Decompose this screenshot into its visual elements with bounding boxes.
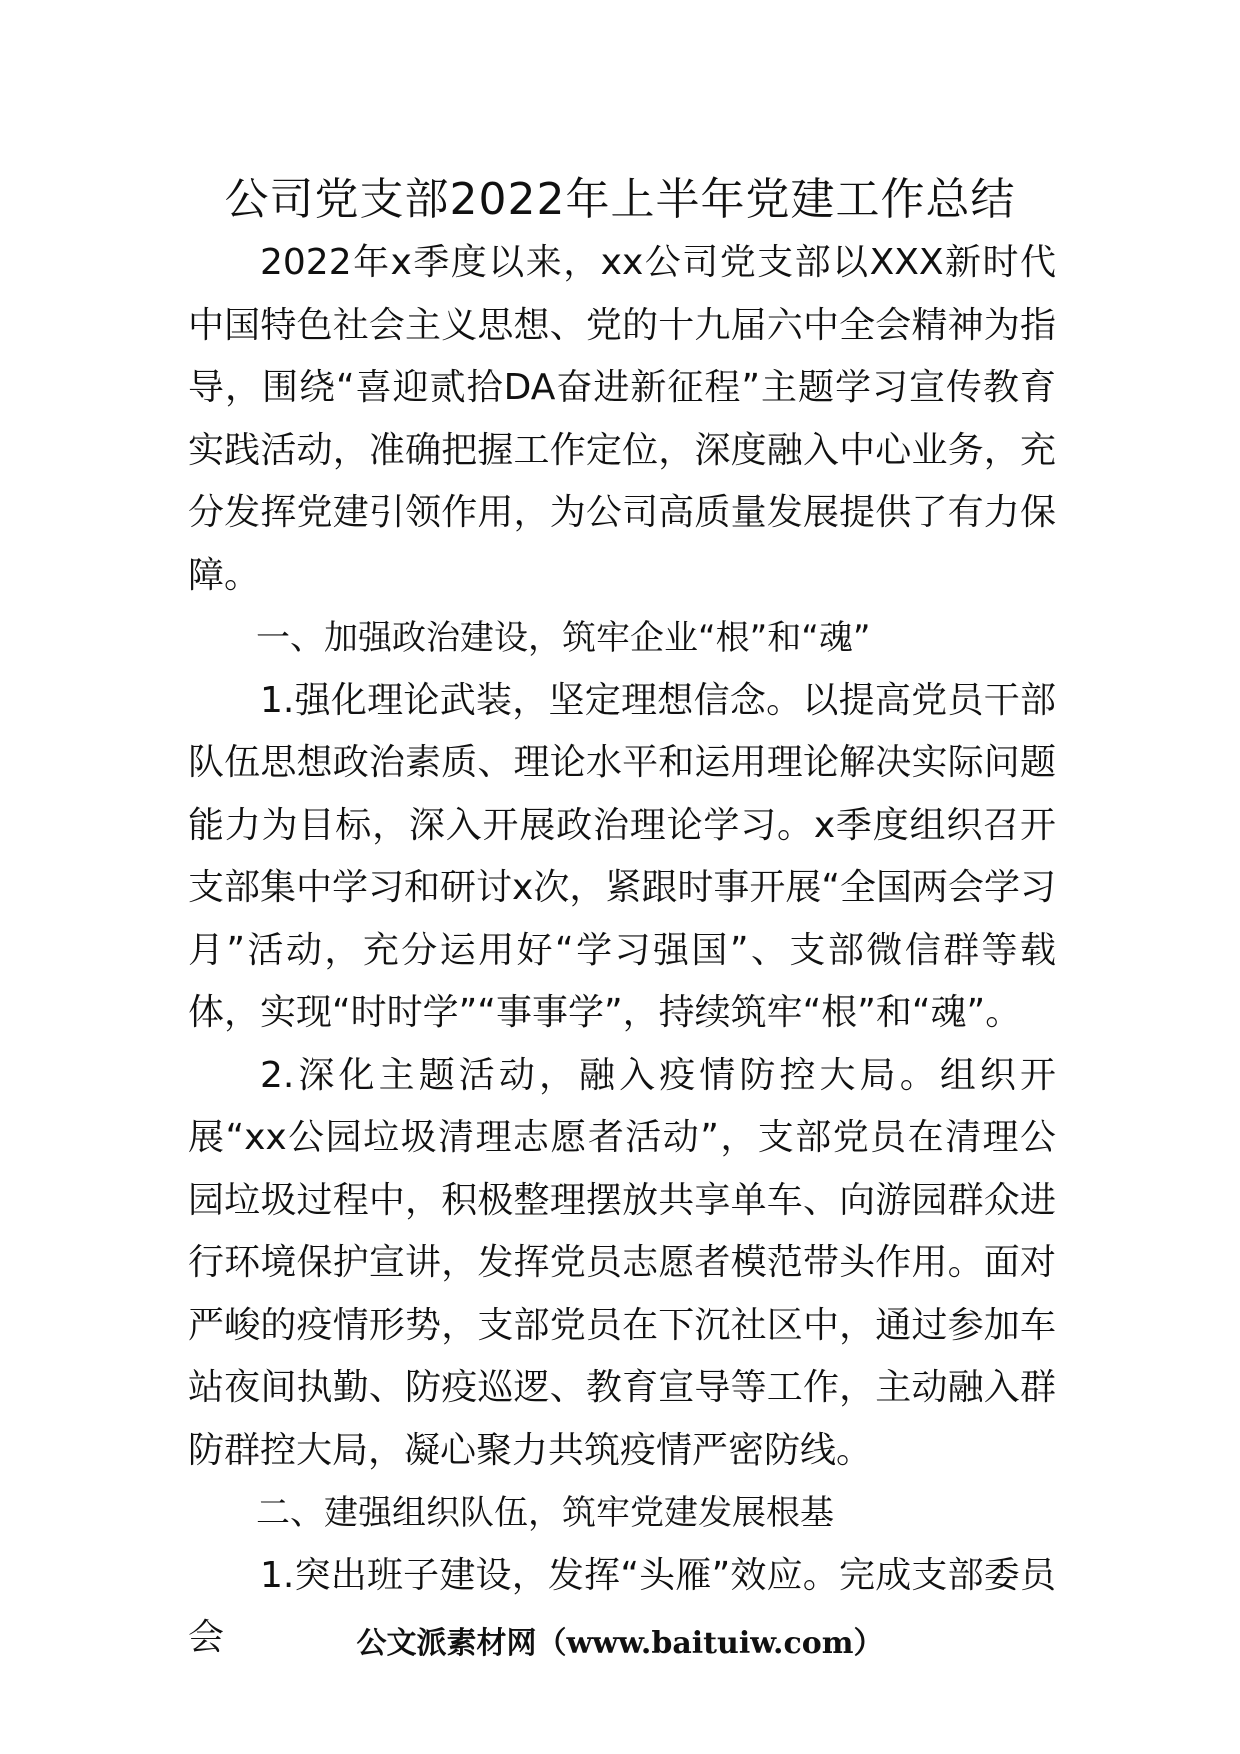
document-title: 公司党支部2022年上半年党建工作总结 — [224, 174, 1016, 225]
document-body — [188, 232, 1056, 1670]
footer-watermark: 公文派素材网（www.baituiw.com） — [356, 1626, 884, 1661]
paragraph-1-1: 1.强化理论武装，坚定理想信念。以提高党员干部队伍思想政治素质、理论水平和运用理论解决实际问题能力为目标，深入开展政治理论学习。x季度组织召开支部集中学习和研讨x次，紧跟时事开展“全国两会学习月”活动，充分运用好“学习强国”、支部微信群等载体，实现“时时学”“事事学”，持续筑牢“根”和“魂”。 — [188, 679, 1056, 1033]
paragraph-2-1: 1.突出班子建设，发挥“头雁”效应。完成支部委员会 — [188, 1554, 1056, 1658]
paragraph-1-2: 2.深化主题活动，融入疫情防控大局。组织开展“xx公园垃圾清理志愿者活动”，支部党员在清理公园垃圾过程中，积极整理摆放共享单车、向游园群众进行环境保护宣讲，发挥党员志愿者模范带头作用。面对严峻的疫情形势，支部党员在下沉社区中，通过参加车站夜间执勤、防疫巡逻、教育宣导等工作，主动融入群防群控大局，凝心聚力共筑疫情严密防线。 — [188, 1054, 1056, 1471]
section-heading-1: 一、加强政治建设，筑牢企业“根”和“魂” — [256, 618, 871, 658]
section-heading-2: 二、建强组织队伍，筑牢党建发展根基 — [256, 1493, 834, 1533]
intro-paragraph: 2022年x季度以来，xx公司党支部以XXX新时代中国特色社会主义思想、党的十九届六中全会精神为指导，围绕“喜迎贰拾DA奋进新征程”主题学习宣传教育实践活动，准确把握工作定位，深度融入中心业务，充分发挥党建引领作用，为公司高质量发展提供了有力保障。 — [188, 242, 1056, 596]
